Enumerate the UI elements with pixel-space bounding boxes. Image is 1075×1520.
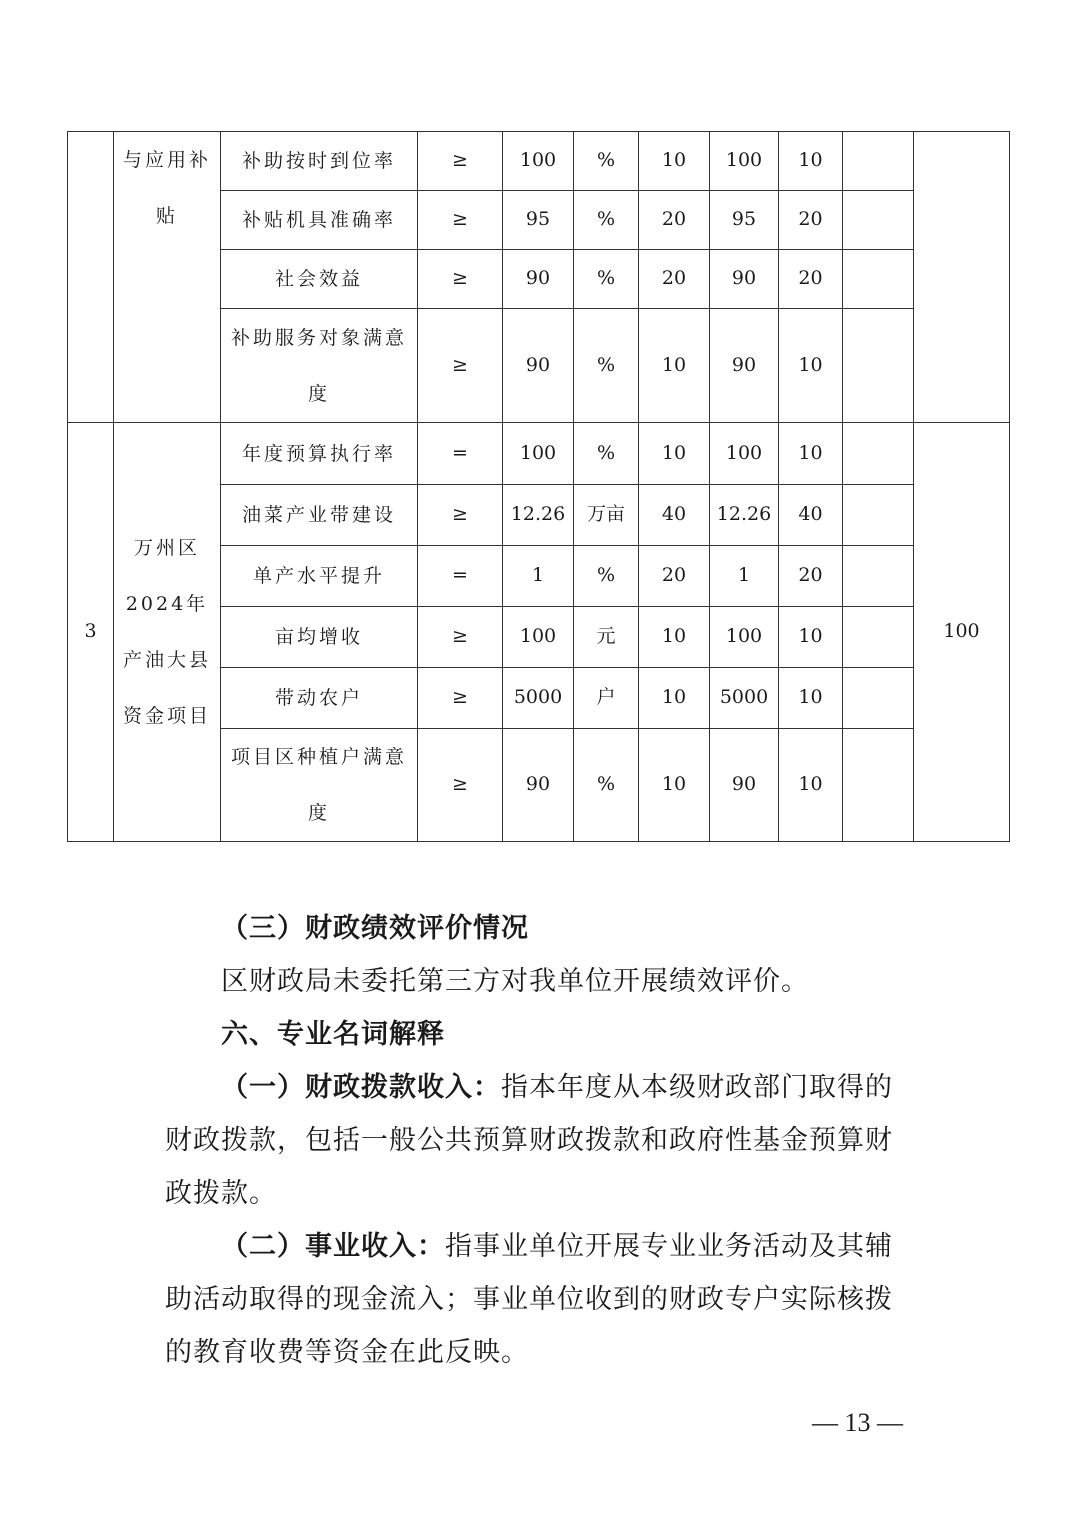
actual-value-cell: 100 bbox=[710, 607, 779, 668]
score-cell: 20 bbox=[779, 250, 843, 309]
unit-cell: 万亩 bbox=[574, 485, 639, 546]
indicator-cell: 补助服务对象满意度 bbox=[221, 309, 418, 423]
term1-label: （一）财政拨款收入： bbox=[221, 1072, 501, 1103]
note-cell bbox=[843, 250, 914, 309]
score-cell: 40 bbox=[779, 485, 843, 546]
target-value-cell: 95 bbox=[503, 191, 574, 250]
indicator-cell: 带动农户 bbox=[221, 668, 418, 729]
eval-heading: （三）财政绩效评价情况 bbox=[221, 913, 529, 944]
target-value-cell: 100 bbox=[503, 423, 574, 485]
project-name-line: 贴 bbox=[155, 205, 178, 227]
unit-cell: % bbox=[574, 132, 639, 191]
project-name-cell bbox=[114, 132, 221, 423]
actual-value-cell: 1 bbox=[710, 546, 779, 607]
eval-section bbox=[165, 902, 905, 1379]
indicator-cell: 亩均增收 bbox=[221, 607, 418, 668]
note-cell bbox=[843, 309, 914, 423]
note-cell bbox=[843, 485, 914, 546]
score-cell: 10 bbox=[779, 729, 843, 842]
weight-cell: 10 bbox=[639, 423, 710, 485]
terms-heading: 六、专业名词解释 bbox=[221, 1019, 445, 1050]
indicator-cell: 社会效益 bbox=[221, 250, 418, 309]
target-value-cell: 100 bbox=[503, 607, 574, 668]
term1-text: 指本年度从本级财政部门取得的财政拨款，包括一般公共预算财政拨款和政府性基金预算财政拨款。 bbox=[165, 1072, 893, 1209]
total-score-cell: 100 bbox=[914, 423, 1010, 842]
actual-value-cell: 12.26 bbox=[710, 485, 779, 546]
actual-value-cell: 90 bbox=[710, 250, 779, 309]
page-number: — 13 — bbox=[812, 1408, 903, 1437]
project-name-line: 万州区 bbox=[133, 537, 200, 559]
indicator-cell: 年度预算执行率 bbox=[221, 423, 418, 485]
weight-cell: 10 bbox=[639, 309, 710, 423]
actual-value-cell: 95 bbox=[710, 191, 779, 250]
weight-cell: 10 bbox=[639, 729, 710, 842]
project-number-cell: 3 bbox=[68, 423, 114, 842]
weight-cell: 40 bbox=[639, 485, 710, 546]
project-number-cell bbox=[68, 132, 114, 423]
operator-cell: ≥ bbox=[418, 668, 503, 729]
score-cell: 10 bbox=[779, 309, 843, 423]
note-cell bbox=[843, 607, 914, 668]
indicator-cell: 补贴机具准确率 bbox=[221, 191, 418, 250]
actual-value-cell: 90 bbox=[710, 729, 779, 842]
indicator-cell: 油菜产业带建设 bbox=[221, 485, 418, 546]
unit-cell: % bbox=[574, 191, 639, 250]
actual-value-cell: 5000 bbox=[710, 668, 779, 729]
unit-cell: % bbox=[574, 250, 639, 309]
score-cell: 10 bbox=[779, 132, 843, 191]
actual-value-cell: 100 bbox=[710, 423, 779, 485]
note-cell bbox=[843, 668, 914, 729]
actual-value-cell: 100 bbox=[710, 132, 779, 191]
unit-cell: % bbox=[574, 546, 639, 607]
actual-value-cell: 90 bbox=[710, 309, 779, 423]
weight-cell: 20 bbox=[639, 546, 710, 607]
target-value-cell: 12.26 bbox=[503, 485, 574, 546]
operator-cell: ≥ bbox=[418, 607, 503, 668]
term-business-income bbox=[165, 1220, 905, 1379]
term2-text: 指事业单位开展专业业务活动及其辅助活动取得的现金流入；事业单位收到的财政专户实际核拨的教育收费等资金在此反映。 bbox=[165, 1231, 893, 1368]
indicator-cell: 项目区种植户满意度 bbox=[221, 729, 418, 842]
operator-cell: = bbox=[418, 423, 503, 485]
table-row bbox=[68, 132, 1010, 191]
weight-cell: 20 bbox=[639, 191, 710, 250]
target-value-cell: 90 bbox=[503, 250, 574, 309]
weight-cell: 10 bbox=[639, 668, 710, 729]
project-name-line: 产油大县 bbox=[122, 649, 211, 671]
target-value-cell: 1 bbox=[503, 546, 574, 607]
project-name-line: 资金项目 bbox=[122, 705, 211, 727]
score-cell: 20 bbox=[779, 191, 843, 250]
score-cell: 10 bbox=[779, 423, 843, 485]
operator-cell: ≥ bbox=[418, 250, 503, 309]
target-value-cell: 5000 bbox=[503, 668, 574, 729]
note-cell bbox=[843, 729, 914, 842]
unit-cell: % bbox=[574, 423, 639, 485]
operator-cell: ≥ bbox=[418, 485, 503, 546]
note-cell bbox=[843, 191, 914, 250]
operator-cell: ≥ bbox=[418, 132, 503, 191]
project-name-line: 2024年 bbox=[125, 593, 209, 615]
performance-table bbox=[67, 131, 1010, 842]
unit-cell: % bbox=[574, 309, 639, 423]
score-cell: 10 bbox=[779, 668, 843, 729]
score-cell: 10 bbox=[779, 607, 843, 668]
note-cell bbox=[843, 132, 914, 191]
eval-text: 区财政局未委托第三方对我单位开展绩效评价。 bbox=[221, 966, 809, 997]
weight-cell: 10 bbox=[639, 607, 710, 668]
project-name-cell bbox=[114, 423, 221, 842]
target-value-cell: 90 bbox=[503, 729, 574, 842]
total-score-cell bbox=[914, 132, 1010, 423]
term2-label: （二）事业收入： bbox=[221, 1231, 445, 1262]
indicator-cell: 单产水平提升 bbox=[221, 546, 418, 607]
weight-cell: 10 bbox=[639, 132, 710, 191]
target-value-cell: 90 bbox=[503, 309, 574, 423]
unit-cell: 户 bbox=[574, 668, 639, 729]
operator-cell: = bbox=[418, 546, 503, 607]
note-cell bbox=[843, 546, 914, 607]
indicator-cell: 补助按时到位率 bbox=[221, 132, 418, 191]
term-financial-appropriation bbox=[165, 1061, 905, 1220]
unit-cell: % bbox=[574, 729, 639, 842]
score-cell: 20 bbox=[779, 546, 843, 607]
target-value-cell: 100 bbox=[503, 132, 574, 191]
table-row bbox=[68, 423, 1010, 485]
unit-cell: 元 bbox=[574, 607, 639, 668]
operator-cell: ≥ bbox=[418, 309, 503, 423]
operator-cell: ≥ bbox=[418, 729, 503, 842]
operator-cell: ≥ bbox=[418, 191, 503, 250]
note-cell bbox=[843, 423, 914, 485]
project-name-line: 与应用补 bbox=[122, 149, 211, 171]
weight-cell: 20 bbox=[639, 250, 710, 309]
